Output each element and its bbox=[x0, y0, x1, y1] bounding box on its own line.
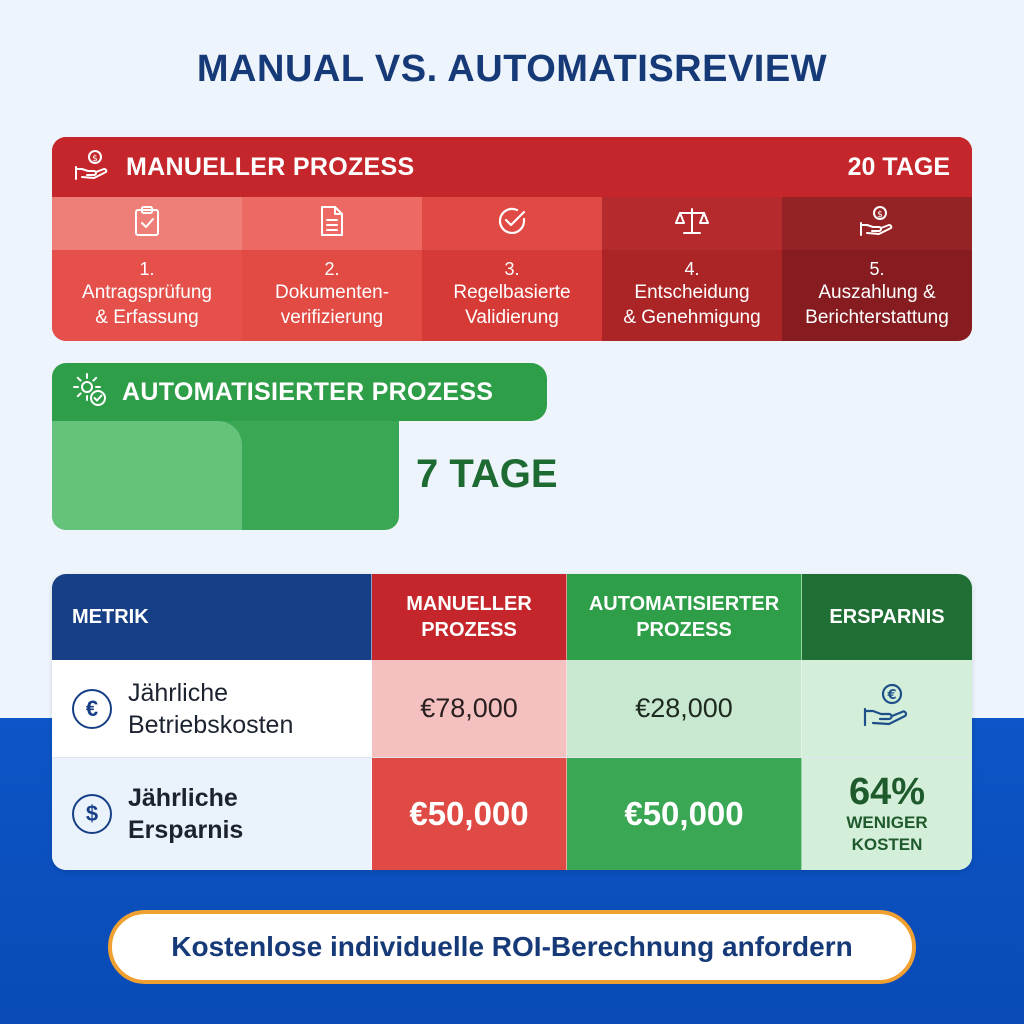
step-number: 1. bbox=[139, 259, 155, 279]
scales-icon bbox=[675, 206, 709, 241]
table-row bbox=[52, 660, 972, 758]
metric-label: Jährliche bbox=[128, 678, 229, 707]
check-circle-icon bbox=[496, 205, 528, 242]
step-1 bbox=[52, 197, 242, 341]
manual-process-header bbox=[52, 137, 972, 197]
automated-process-header bbox=[52, 363, 547, 421]
metric-label: Ersparnis bbox=[128, 816, 244, 844]
comparison-table bbox=[52, 574, 972, 870]
document-icon bbox=[319, 205, 345, 242]
step-label: & Genehmigung bbox=[623, 307, 761, 328]
clipboard-check-icon bbox=[133, 205, 161, 242]
manual-value: €50,000 bbox=[372, 758, 567, 870]
step-label: & Erfassung bbox=[95, 307, 199, 328]
step-label: Validierung bbox=[465, 307, 559, 328]
automated-value: €28,000 bbox=[567, 660, 802, 757]
svg-text:$: $ bbox=[92, 153, 98, 164]
step-label: Entscheidung bbox=[634, 282, 750, 303]
step-label: Auszahlung & bbox=[818, 282, 936, 303]
manual-process-days: 20 TAGE bbox=[847, 152, 950, 181]
table-row bbox=[52, 758, 972, 870]
hand-coin-icon bbox=[859, 205, 895, 242]
header-metric: METRIK bbox=[52, 574, 372, 660]
header-automated bbox=[567, 574, 802, 660]
step-label: verifizierung bbox=[280, 307, 384, 328]
header-manual bbox=[372, 574, 567, 660]
step-label: Berichterstattung bbox=[805, 307, 949, 328]
dollar-icon: $ bbox=[72, 794, 112, 834]
automated-process-title: AUTOMATISIERTER PROZESS bbox=[122, 377, 494, 406]
manual-process-card bbox=[52, 137, 972, 341]
step-number: 4. bbox=[684, 259, 700, 279]
manual-process-title: MANUELLER PROZESS bbox=[126, 152, 415, 181]
step-label: Antragsprüfung bbox=[82, 282, 212, 303]
step-5 bbox=[782, 197, 972, 341]
metric-cell bbox=[52, 758, 372, 870]
step-label: Dokumenten- bbox=[274, 282, 390, 303]
svg-text:$: $ bbox=[877, 210, 883, 220]
metric-label: Betriebskosten bbox=[128, 710, 294, 739]
manual-steps bbox=[52, 197, 972, 341]
roi-request-button[interactable]: Kostenlose individuelle ROI-Berechnung anfordern bbox=[108, 910, 916, 984]
metric-label: Jährliche bbox=[128, 784, 238, 812]
hand-euro-icon bbox=[862, 683, 912, 734]
header-manual-line-2: PROZESS bbox=[421, 619, 517, 641]
manual-value: €78,000 bbox=[372, 660, 567, 757]
metric-cell bbox=[52, 660, 372, 757]
savings-caption: KOSTEN bbox=[851, 835, 923, 854]
savings-cell bbox=[802, 660, 972, 757]
step-label: Regelbasierte bbox=[453, 282, 571, 303]
automated-process-bar bbox=[52, 421, 399, 530]
step-number: 5. bbox=[869, 259, 885, 279]
euro-icon: € bbox=[72, 689, 112, 729]
automated-value: €50,000 bbox=[567, 758, 802, 870]
table-header-row bbox=[52, 574, 972, 660]
savings-percent: 64% bbox=[848, 771, 926, 813]
step-2 bbox=[242, 197, 422, 341]
step-3 bbox=[422, 197, 602, 341]
svg-text:€: € bbox=[887, 688, 897, 703]
gear-check-icon bbox=[72, 372, 108, 413]
savings-cell bbox=[802, 758, 972, 870]
automated-process-days: 7 TAGE bbox=[416, 452, 558, 496]
hand-coin-icon bbox=[74, 149, 110, 186]
header-automated-line-1: AUTOMATISIERTER bbox=[588, 593, 780, 615]
step-number: 2. bbox=[324, 259, 340, 279]
header-manual-line-1: MANUELLER bbox=[406, 593, 532, 615]
step-number: 3. bbox=[504, 259, 520, 279]
header-automated-line-2: PROZESS bbox=[636, 619, 732, 641]
step-4 bbox=[602, 197, 782, 341]
savings-caption: WENIGER bbox=[846, 813, 928, 832]
automated-process-bar-highlight bbox=[52, 421, 242, 530]
page-title: MANUAL VS. AUTOMATISREVIEW bbox=[196, 48, 828, 90]
header-savings: ERSPARNIS bbox=[802, 574, 972, 660]
